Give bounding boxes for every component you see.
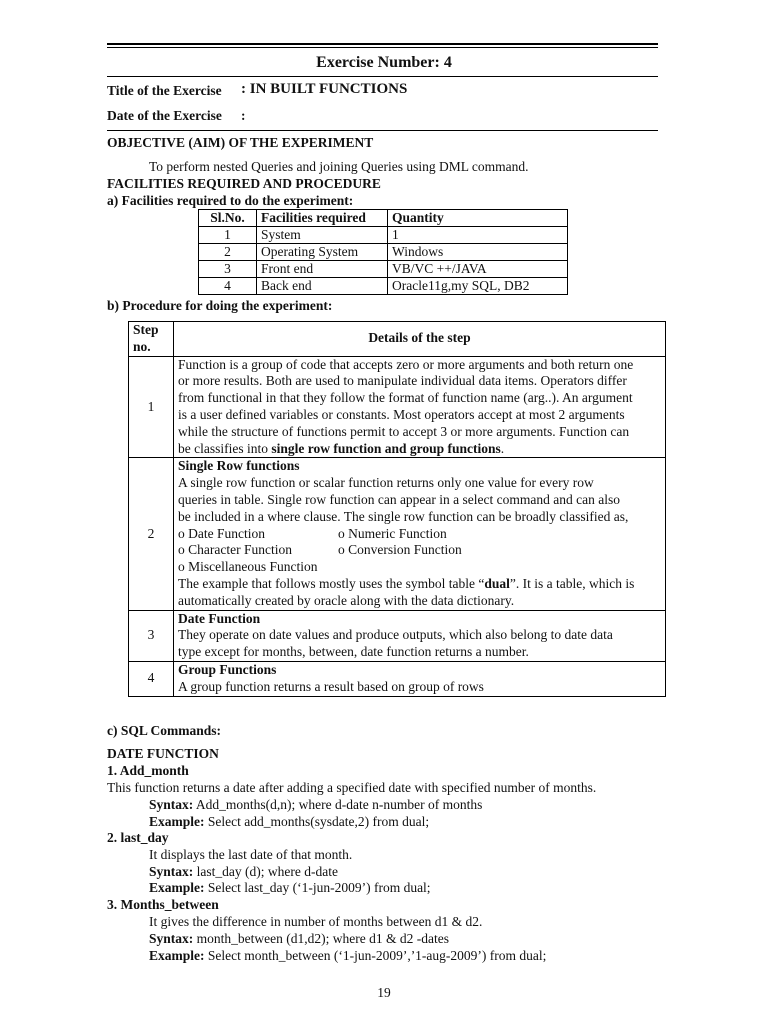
step1-line: is a user defined variables or constants. Most operators accept at most 2 arguments (178, 406, 625, 422)
f2-syntax (149, 863, 338, 880)
cell-facility: System (257, 227, 388, 244)
option-numeric: o Numeric Function (338, 525, 447, 541)
example-label: Example: (149, 880, 205, 895)
cell-quantity: Windows (388, 244, 568, 261)
step2-options-row (178, 542, 661, 559)
option-misc: o Miscellaneous Function (178, 559, 318, 575)
col-step-line1: Step (133, 322, 159, 337)
f2-example-text: Select last_day (‘1-jun-2009’) from dual; (204, 880, 431, 895)
table-row (129, 661, 666, 696)
col-slno: Sl.No. (199, 210, 257, 227)
step-details (174, 610, 666, 661)
cell-slno: 4 (199, 278, 257, 295)
option-date: o Date Function (178, 525, 265, 541)
step2-example-line (178, 576, 661, 593)
page-number: 19 (377, 985, 391, 1000)
f3-syntax (149, 930, 449, 947)
objective-text: To perform nested Queries and joining Queries using DML command. (149, 159, 529, 174)
f1-desc: This function returns a date after adding a specified date with specified number of months. (107, 780, 597, 795)
step1-last-bold: single row function and group functions (271, 440, 501, 456)
step-number: 1 (129, 356, 174, 458)
example-label: Example: (149, 814, 205, 829)
table-row (199, 278, 568, 295)
table-row (129, 610, 666, 661)
f3-desc: It gives the difference in number of months between d1 & d2. (149, 914, 483, 929)
col-details: Details of the step (174, 322, 666, 357)
syntax-label: Syntax: (149, 864, 194, 879)
example-label: Example: (149, 948, 205, 963)
title-value: : IN BUILT FUNCTIONS (241, 81, 408, 97)
facilities-subheading: a) Facilities required to do the experiment: (107, 193, 354, 208)
step2-options-row (178, 526, 661, 543)
step2-ex-bold: dual (484, 575, 510, 591)
f1-syntax (149, 796, 482, 813)
date-label: Date of the Exercise (107, 108, 222, 123)
step4-title: Group Functions (178, 661, 277, 677)
procedure-table (128, 321, 666, 697)
step1-line: Function is a group of code that accepts zero or more arguments and both return one (178, 356, 634, 372)
facilities-heading: FACILITIES REQUIRED AND PROCEDURE (107, 176, 381, 191)
step2-title: Single Row functions (178, 458, 300, 474)
date-rule (107, 130, 658, 131)
top-rule-thick (107, 43, 658, 45)
step2-ex-post: ”. It is a table, which is (509, 575, 635, 591)
date-function-heading: DATE FUNCTION (107, 746, 219, 761)
step2-line: be included in a where clause. The single row function can be broadly classified as, (178, 508, 629, 524)
step2-example-line2: automatically created by oracle along with the data dictionary. (178, 592, 515, 608)
cell-slno: 3 (199, 261, 257, 278)
step4-line: A group function returns a result based on group of rows (178, 678, 484, 694)
step-details (174, 458, 666, 610)
table-row (129, 356, 666, 458)
heading-rule (107, 76, 658, 77)
step1-line: or more results. Both are used to manipulate individual data items. Operators differ (178, 373, 627, 389)
cell-quantity: Oracle11g,my SQL, DB2 (388, 278, 568, 295)
step3-title: Date Function (178, 610, 261, 626)
exercise-number-heading: Exercise Number: 4 (316, 54, 452, 71)
cell-facility: Back end (257, 278, 388, 295)
step1-last-post: . (500, 440, 505, 456)
step3-line: They operate on date values and produce outputs, which also belong to date data (178, 627, 613, 643)
cell-facility: Front end (257, 261, 388, 278)
table-row (199, 227, 568, 244)
f2-title: 2. last_day (107, 830, 169, 845)
table-header-row (129, 322, 666, 357)
step1-line: while the structure of functions permit to accept 3 or more arguments. Function can (178, 423, 630, 439)
title-label: Title of the Exercise (107, 83, 222, 98)
syntax-label: Syntax: (149, 797, 194, 812)
cell-slno: 2 (199, 244, 257, 261)
syntax-label: Syntax: (149, 931, 194, 946)
cell-quantity: 1 (388, 227, 568, 244)
step2-line: queries in table. Single row function can appear in a select command and can also (178, 491, 620, 507)
sql-subheading: c) SQL Commands: (107, 723, 222, 738)
top-rule-thin (107, 47, 658, 48)
f1-title: 1. Add_month (107, 763, 189, 778)
step1-line (178, 441, 661, 458)
col-facilities: Facilities required (257, 210, 388, 227)
step-details (174, 661, 666, 696)
option-character: o Character Function (178, 542, 292, 558)
table-row (129, 458, 666, 610)
table-row (199, 261, 568, 278)
f3-example-text: Select month_between (‘1-jun-2009’,’1-aug-2009’) from dual; (204, 948, 547, 963)
f2-example (149, 879, 431, 896)
facilities-table (198, 209, 568, 295)
step1-last-pre: be classifies into (178, 440, 272, 456)
step3-line: type except for months, between, date function returns a number. (178, 644, 529, 660)
step-number: 3 (129, 610, 174, 661)
table-row (199, 244, 568, 261)
f2-desc: It displays the last date of that month. (149, 847, 353, 862)
f1-example-text: Select add_months(sysdate,2) from dual; (204, 814, 430, 829)
procedure-subheading: b) Procedure for doing the experiment: (107, 298, 333, 313)
cell-facility: Operating System (257, 244, 388, 261)
col-quantity: Quantity (388, 210, 568, 227)
step2-line: A single row function or scalar function returns only one value for every row (178, 475, 594, 491)
step-details (174, 356, 666, 458)
step2-ex-pre: The example that follows mostly uses the symbol table “ (178, 575, 485, 591)
f3-syntax-text: month_between (d1,d2); where d1 & d2 -dates (193, 931, 449, 946)
step-number: 2 (129, 458, 174, 610)
objective-heading: OBJECTIVE (AIM) OF THE EXPERIMENT (107, 135, 374, 150)
step-number: 4 (129, 661, 174, 696)
col-step-line2: no. (133, 338, 151, 354)
date-value: : (241, 108, 246, 123)
f1-example (149, 813, 429, 830)
table-header-row (199, 210, 568, 227)
option-conversion: o Conversion Function (338, 542, 462, 558)
cell-quantity: VB/VC ++/JAVA (388, 261, 568, 278)
f2-syntax-text: last_day (d); where d-date (193, 864, 338, 879)
cell-slno: 1 (199, 227, 257, 244)
f3-title: 3. Months_between (107, 897, 219, 912)
f1-syntax-text: Add_months(d,n); where d-date n-number of months (193, 797, 483, 812)
col-step-no (129, 322, 174, 357)
step1-line: from functional in that they follow the format of function name (arg..). An argument (178, 390, 633, 406)
f3-example (149, 947, 546, 964)
